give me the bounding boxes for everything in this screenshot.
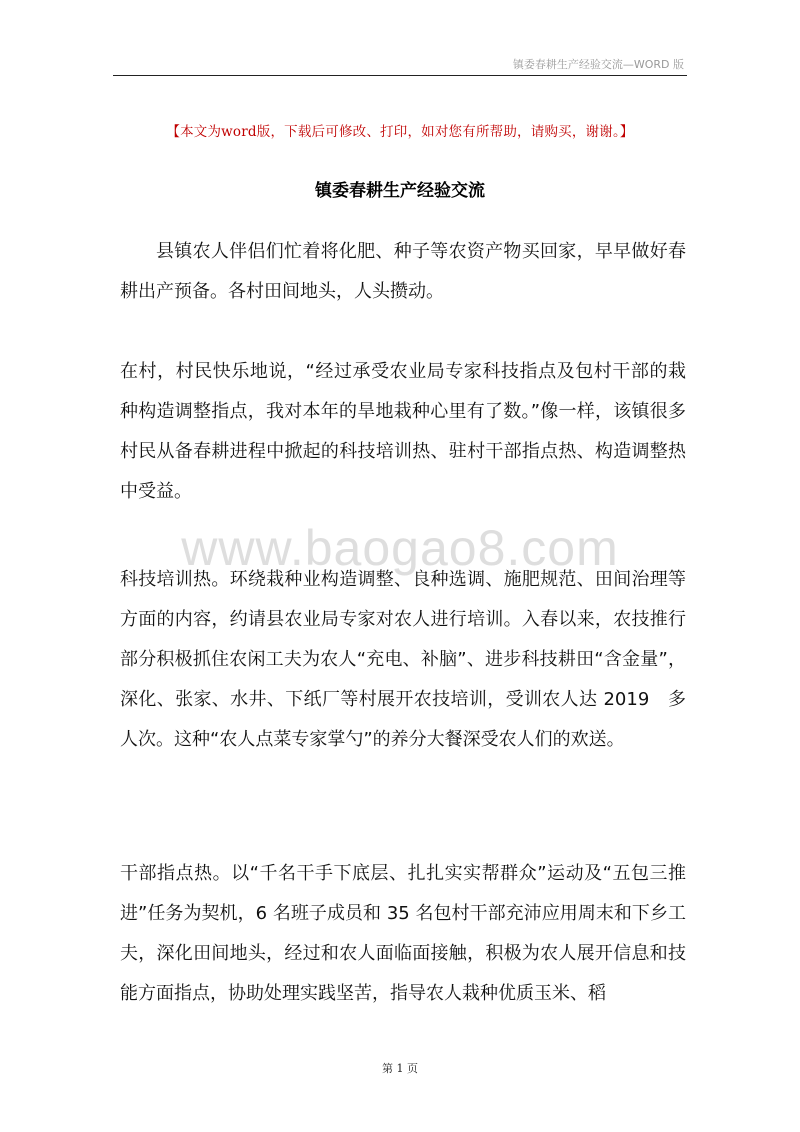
paragraph-intro: 县镇农人伴侣们忙着将化肥、种子等农资产物买回家，早早做好春耕出产预备。各村田间地头，人头攒动。 xyxy=(120,241,686,302)
page-number: 第 1 页 xyxy=(382,1062,418,1075)
running-header: 镇委春耕生产经验交流—WORD 版 xyxy=(512,58,684,71)
header-divider xyxy=(113,75,687,76)
paragraph-cadre-guidance: 干部指点热。以“千名干手下底层、扎扎实实帮群众”运动及“五包三推进”任务为契机，6 名班子成员和 35 名包村干部充沛应用周末和下乡工夫，深化田间地头，经过和农人面临面接触，积极为农人展开信息和技能方面指点，协助处理实践坚苦，指导农人栽种优质玉米、稻 xyxy=(120,863,686,1004)
document-title: 镇委春耕生产经验交流 xyxy=(315,181,485,201)
watermark: www.baogao8.com xyxy=(181,520,619,576)
paragraph-village: 在村，村民快乐地说，“经过承受农业局专家科技指点及包村干部的栽种构造调整指点，我对本年的旱地栽种心里有了数。”像一样，该镇很多村民从备春耕进程中掀起的科技培训热、驻村干部指点热、构造调整热中受益。 xyxy=(120,361,686,502)
purchase-notice: 【本文为word版，下载后可修改、打印，如对您有所帮助，请购买，谢谢。】 xyxy=(166,124,634,140)
paragraph-tech-training: 科技培训热。环绕栽种业构造调整、良种选调、施肥规范、田间治理等方面的内容，约请县农业局专家对农人进行培训。入春以来，农技推行部分积极抓住农闲工夫为农人“充电、补脑”、进步科技耕田“含金量”，深化、张家、水井、下纸厂等村展开农技培训，受训农人达 2019 多人次。这种“农人点菜专家掌勺”的养分大餐深受农人们的欢送。 xyxy=(120,569,686,750)
